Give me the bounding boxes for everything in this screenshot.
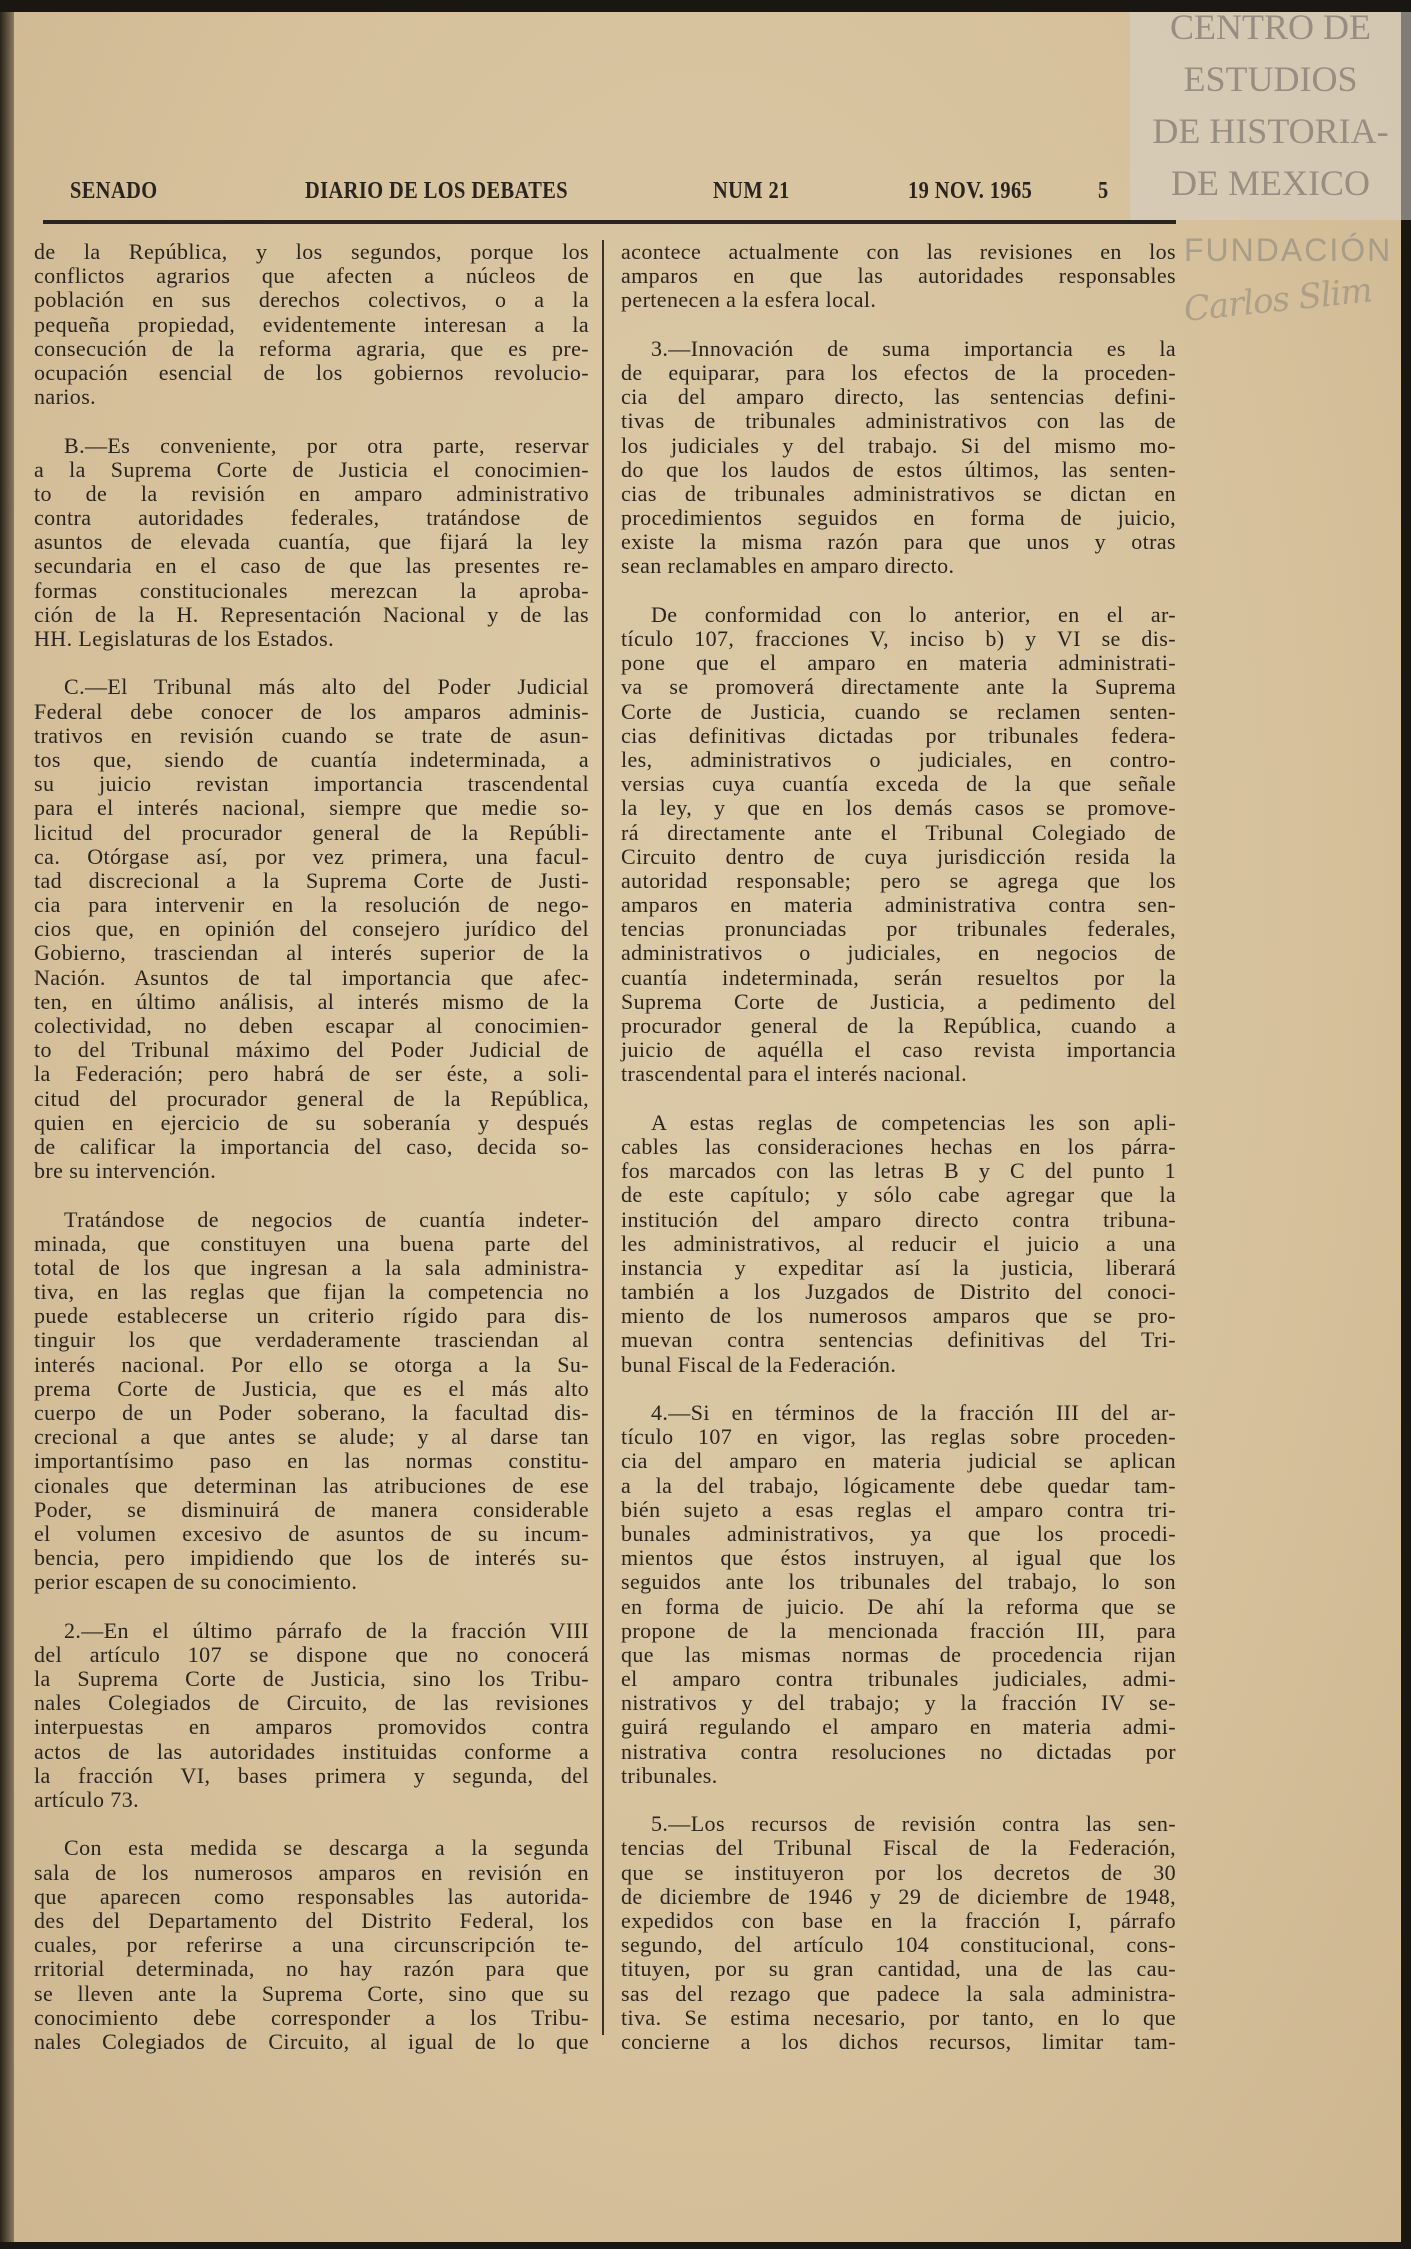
text-line: de la República, y los segundos, porque los (34, 239, 589, 264)
text-line: tiva. Se estima necesario, por tanto, en lo que (621, 2004, 1176, 2030)
text-line: también a los Juzgados de Distrito del conoci- (621, 1279, 1176, 1305)
text-line: Poder, se disminuirá de manera considerable (34, 1496, 589, 1522)
text-line: a la Suprema Corte de Justicia el conocimien- (34, 456, 589, 482)
text-line: tad discrecional a la Suprema Corte de Justi- (34, 867, 589, 893)
text-line: rá directamente ante el Tribunal Colegiado de (621, 819, 1176, 845)
text-line: De conformidad con lo anterior, en el ar- (651, 601, 1176, 627)
text-line: sas del rezago que padece la sala administra- (621, 1980, 1176, 2006)
text-line: cios que, en opinión del consejero jurídico del (34, 916, 589, 942)
header-publication: DIARIO DE LOS DEBATES (305, 178, 569, 204)
text-line: bunales administrativos, ya que los procedi- (621, 1520, 1176, 1546)
paragraph (621, 240, 1176, 313)
text-line: tículo 107 en vigor, las reglas sobre proceden- (621, 1424, 1176, 1450)
text-line: cuerpo de un Poder soberano, la facultad dis- (34, 1400, 589, 1425)
text-line: Corte de Justicia, cuando se reclamen senten- (621, 698, 1176, 724)
watermark-foundation: FUNDACIÓN (1184, 232, 1393, 268)
text-line: Nación. Asuntos de tal importancia que afec- (34, 964, 589, 990)
text-line: cias definitivas dictadas por tribunales federa- (621, 722, 1176, 748)
text-line: interpuestas en amparos promovidos contra (34, 1714, 589, 1740)
text-line: nistrativa contra resoluciones no dictadas por (621, 1738, 1176, 1764)
text-line: la fracción VI, bases primera y segunda, del (34, 1762, 589, 1788)
text-line: tivas de tribunales administrativos con las de (621, 408, 1176, 434)
text-line: institución del amparo directo contra tribuna- (621, 1206, 1176, 1232)
text-line: juicio de aquélla el caso revista importancia (621, 1037, 1176, 1063)
text-line: formas constitucionales merezcan la aproba- (34, 577, 589, 603)
header-page-number: 5 (1098, 178, 1109, 204)
text-line: cionales que determinan las atribuciones de ese (34, 1472, 589, 1498)
paragraph (621, 337, 1176, 579)
text-line: su juicio revistan importancia trascendental (34, 771, 589, 797)
text-line: autoridad responsable; pero se agrega que los (621, 867, 1176, 893)
header-issue: NUM 21 (713, 178, 790, 204)
text-line: Federal debe conocer de los amparos adminis- (34, 698, 589, 724)
paragraph (621, 1111, 1176, 1377)
text-line: total de los que ingresan a la sala administra- (34, 1254, 589, 1280)
text-line: fos marcados con las letras B y C del punto 1 (621, 1158, 1176, 1184)
text-line: de equiparar, para los efectos de la proceden- (621, 359, 1176, 385)
text-line: sean reclamables en amparo directo. (621, 553, 955, 579)
text-line: pertenecen a la esfera local. (621, 287, 877, 313)
watermark-line: DE MEXICO (1171, 163, 1370, 203)
text-line: expedidos con base en la fracción I, párrafo (621, 1907, 1176, 1933)
text-line: que aparecen como responsables las autorida- (34, 1883, 589, 1909)
text-line: conflictos agrarios que afecten a núcleos de (34, 263, 589, 289)
text-line: propone de la mencionada fracción III, para (621, 1617, 1176, 1643)
text-line: 5.—Los recursos de revisión contra las sen- (651, 1811, 1176, 1837)
text-line: del artículo 107 se dispone que no conocerá (34, 1641, 589, 1667)
text-line: versias cuya cuantía exceda de la que señale (621, 771, 1176, 797)
text-line: rritorial determinada, no hay razón para que (34, 1956, 589, 1982)
text-line: HH. Legislaturas de los Estados. (34, 626, 334, 651)
text-line: va se promoverá directamente ante la Suprema (621, 674, 1176, 700)
text-line: la Suprema Corte de Justicia, sino los Tribu- (34, 1666, 589, 1692)
column-rule (602, 240, 604, 2035)
text-line: procedimientos seguidos en forma de juicio, (621, 505, 1176, 531)
text-line: interés nacional. Por ello se otorga a la Su- (34, 1351, 589, 1377)
header-date: 19 NOV. 1965 (908, 178, 1033, 204)
text-line: trascendental para el interés nacional. (621, 1061, 968, 1087)
paragraph (34, 240, 589, 409)
text-line: tiva, en las reglas que fijan la competencia no (34, 1279, 589, 1305)
text-line: tículo 107, fracciones V, inciso b) y VI se dis- (621, 626, 1176, 651)
text-line: la ley, y que en los demás casos se promove- (621, 795, 1176, 821)
text-line: cias de tribunales administrativos se dictan en (621, 480, 1176, 506)
text-line: de este capítulo; y sólo cabe agregar que la (621, 1182, 1176, 1208)
watermark-signature: Carlos Slim (1181, 270, 1374, 330)
text-line: ca. Otórgase así, por vez primera, una facul- (34, 843, 589, 869)
text-line: cuantía indeterminada, serán resueltos por la (621, 964, 1176, 990)
text-line: Circuito dentro de cuya jurisdicción resida la (621, 843, 1176, 869)
text-line: pone que el amparo en materia administrati- (621, 650, 1176, 676)
text-line: cables las consideraciones hechas en los párra- (621, 1133, 1176, 1159)
text-line: C.—El Tribunal más alto del Poder Judicial (64, 674, 589, 700)
watermark-line: ESTUDIOS (1183, 59, 1358, 99)
text-line: trativos en revisión cuando se trate de asun- (34, 722, 589, 748)
text-line: el volumen excesivo de asuntos de su incum- (34, 1520, 589, 1546)
text-line: importantísimo paso en las normas constitu- (34, 1448, 589, 1474)
paragraph (621, 1812, 1176, 2054)
text-line: bién sujeto a esas reglas el amparo contra tri- (621, 1496, 1176, 1522)
paragraph (34, 1836, 589, 2054)
header-rule (43, 220, 1176, 224)
text-line: ten, en último análisis, al interés mismo de la (34, 988, 589, 1014)
text-line: tos que, siendo de cuantía indeterminada, a (34, 746, 589, 772)
text-line: nales Colegiados de Circuito, de las revisiones (34, 1690, 589, 1716)
text-line: minada, que constituyen una buena parte del (34, 1230, 589, 1256)
text-line: tencias pronunciadas por tribunales federales, (621, 916, 1176, 942)
text-line: bre su intervención. (34, 1158, 217, 1184)
text-line: citud del procurador general de la República, (34, 1085, 589, 1111)
paragraph (34, 1619, 589, 1813)
text-line: perior escapen de su conocimiento. (34, 1569, 358, 1595)
text-line: los judiciales y del trabajo. Si del mismo mo- (621, 432, 1176, 458)
paragraph (34, 675, 589, 1183)
text-line: narios. (34, 384, 97, 410)
text-line: el amparo contra tribunales judiciales, admi- (621, 1666, 1176, 1692)
text-line: secundaria en el caso de que las presentes re- (34, 553, 589, 579)
left-column (34, 240, 589, 2078)
text-line: cia para intervenir en la resolución de nego- (34, 892, 589, 918)
text-line: existe la misma razón para que unos y otras (621, 529, 1176, 555)
page-binding-edge (0, 12, 14, 2242)
text-line: población en sus derechos colectivos, o a la (34, 287, 589, 313)
text-line: actos de las autoridades instituidas conforme a (34, 1738, 589, 1764)
text-line: 2.—En el último párrafo de la fracción VIII (64, 1617, 589, 1643)
text-line: guirá regulando el amparo en materia admi- (621, 1714, 1176, 1740)
text-line: a la del trabajo, lógicamente debe quedar tam- (621, 1472, 1176, 1498)
text-line: concierne a los dichos recursos, limitar tam- (621, 2028, 1176, 2054)
text-line: les administrativos, al reducir el juicio a una (621, 1230, 1176, 1256)
text-line: instancia y expeditar así la justicia, liberará (621, 1254, 1176, 1280)
watermark-line: DE HISTORIA- (1152, 111, 1389, 151)
text-line: B.—Es conveniente, por otra parte, reservar (64, 432, 589, 458)
text-line: conocimiento debe corresponder a los Tribu- (34, 2004, 589, 2030)
text-line: mientos que éstos instruyen, al igual que los (621, 1545, 1176, 1571)
text-line: Gobierno, trasciendan al interés superior de la (34, 940, 589, 966)
text-line: procurador general de la República, cuando a (621, 1013, 1176, 1038)
text-line: acontece actualmente con las revisiones en los (621, 239, 1176, 264)
text-line: seguidos ante los tribunales del trabajo, lo son (621, 1569, 1176, 1595)
text-line: to del Tribunal máximo del Poder Judicial de (34, 1037, 589, 1063)
text-line: nistrativos y del trabajo; y la fracción IV se- (621, 1690, 1176, 1716)
text-line: que se instituyeron por los decretos de 30 (621, 1859, 1176, 1885)
text-line: segundo, del artículo 104 constitucional, cons- (621, 1932, 1176, 1958)
text-line: bunal Fiscal de la Federación. (621, 1351, 897, 1377)
paragraph (34, 434, 589, 652)
text-line: tribunales. (621, 1762, 718, 1788)
text-line: to de la revisión en amparo administrativo (34, 480, 589, 506)
paragraph (34, 1208, 589, 1595)
text-line: licitud del procurador general de la Repúbli- (34, 819, 589, 845)
text-line: asuntos de elevada cuantía, que fijará la ley (34, 529, 589, 555)
text-line: des del Departamento del Distrito Federal, los (34, 1907, 589, 1933)
text-line: Suprema Corte de Justicia, a pedimento del (621, 988, 1176, 1014)
text-line: de calificar la importancia del caso, decida so- (34, 1133, 589, 1159)
text-line: 4.—Si en términos de la fracción III del ar- (651, 1400, 1176, 1425)
text-line: ción de la H. Representación Nacional y de las (34, 601, 589, 627)
text-line: crecional a que antes se alude; y al darse tan (34, 1424, 589, 1450)
text-line: A estas reglas de competencias les son apli- (651, 1109, 1176, 1135)
text-line: consecución de la reforma agraria, que es pre- (34, 335, 589, 361)
header-chamber: SENADO (70, 178, 158, 204)
text-line: artículo 73. (34, 1787, 139, 1812)
text-line: muevan contra sentencias definitivas del Tri- (621, 1327, 1176, 1353)
text-line: contra autoridades federales, tratándose de (34, 505, 589, 531)
text-line: quien en ejercicio de su soberanía y después (34, 1109, 589, 1135)
text-line: colectividad, no deben escapar al conocimien- (34, 1013, 589, 1038)
text-line: do que los laudos de estos últimos, las senten- (621, 456, 1176, 482)
text-line: cia del amparo en materia judicial se aplican (621, 1448, 1176, 1474)
text-line: tituyen, por su gran cantidad, una de las cau- (621, 1956, 1176, 1982)
text-line: Con esta medida se descarga a la segunda (64, 1835, 589, 1861)
text-line: puede establecerse un criterio rígido para dis- (34, 1303, 589, 1329)
right-column (621, 240, 1176, 2078)
text-line: sala de los numerosos amparos en revisión en (34, 1859, 589, 1885)
paragraph (621, 603, 1176, 1087)
paragraph (621, 1401, 1176, 1788)
text-line: en forma de juicio. De ahí la reforma que se (621, 1593, 1176, 1619)
text-line: Tratándose de negocios de cuantía indeter- (64, 1206, 589, 1232)
text-line: cuales, por referirse a una circunscripción te- (34, 1932, 589, 1958)
text-line: pequeña propiedad, evidentemente interesan a la (34, 311, 589, 337)
text-line: tencias del Tribunal Fiscal de la Federación, (621, 1835, 1176, 1861)
text-line: tinguir los que verdaderamente trasciendan al (34, 1327, 589, 1353)
text-line: les, administrativos o judiciales, en contro- (621, 746, 1176, 772)
text-line: administrativos o judiciales, en negocios de (621, 940, 1176, 966)
text-line: 3.—Innovación de suma importancia es la (651, 335, 1176, 361)
text-line: se lleven ante la Suprema Corte, sino que su (34, 1980, 589, 2006)
text-line: amparos en que las autoridades responsables (621, 263, 1176, 289)
text-line: la Federación; pero habrá de ser éste, a soli- (34, 1061, 589, 1087)
text-line: nales Colegiados de Circuito, al igual de lo que (34, 2028, 589, 2054)
text-line: para el interés nacional, siempre que medie so- (34, 795, 589, 821)
watermark-line: CENTRO DE (1170, 7, 1371, 47)
text-line: de diciembre de 1946 y 29 de diciembre de 1948, (621, 1883, 1176, 1909)
text-line: que las mismas normas de procedencia rijan (621, 1641, 1176, 1667)
text-line: ocupación esencial de los gobiernos revolucio- (34, 359, 589, 385)
text-line: prema Corte de Justicia, que es el más alto (34, 1375, 589, 1401)
text-line: miento de los numerosos amparos que se pro- (621, 1303, 1176, 1329)
text-line: bencia, pero impidiendo que los de interés su- (34, 1545, 589, 1571)
text-line: cia del amparo directo, las sentencias defini- (621, 384, 1176, 410)
text-line: amparos en materia administrativa contra sen- (621, 892, 1176, 918)
